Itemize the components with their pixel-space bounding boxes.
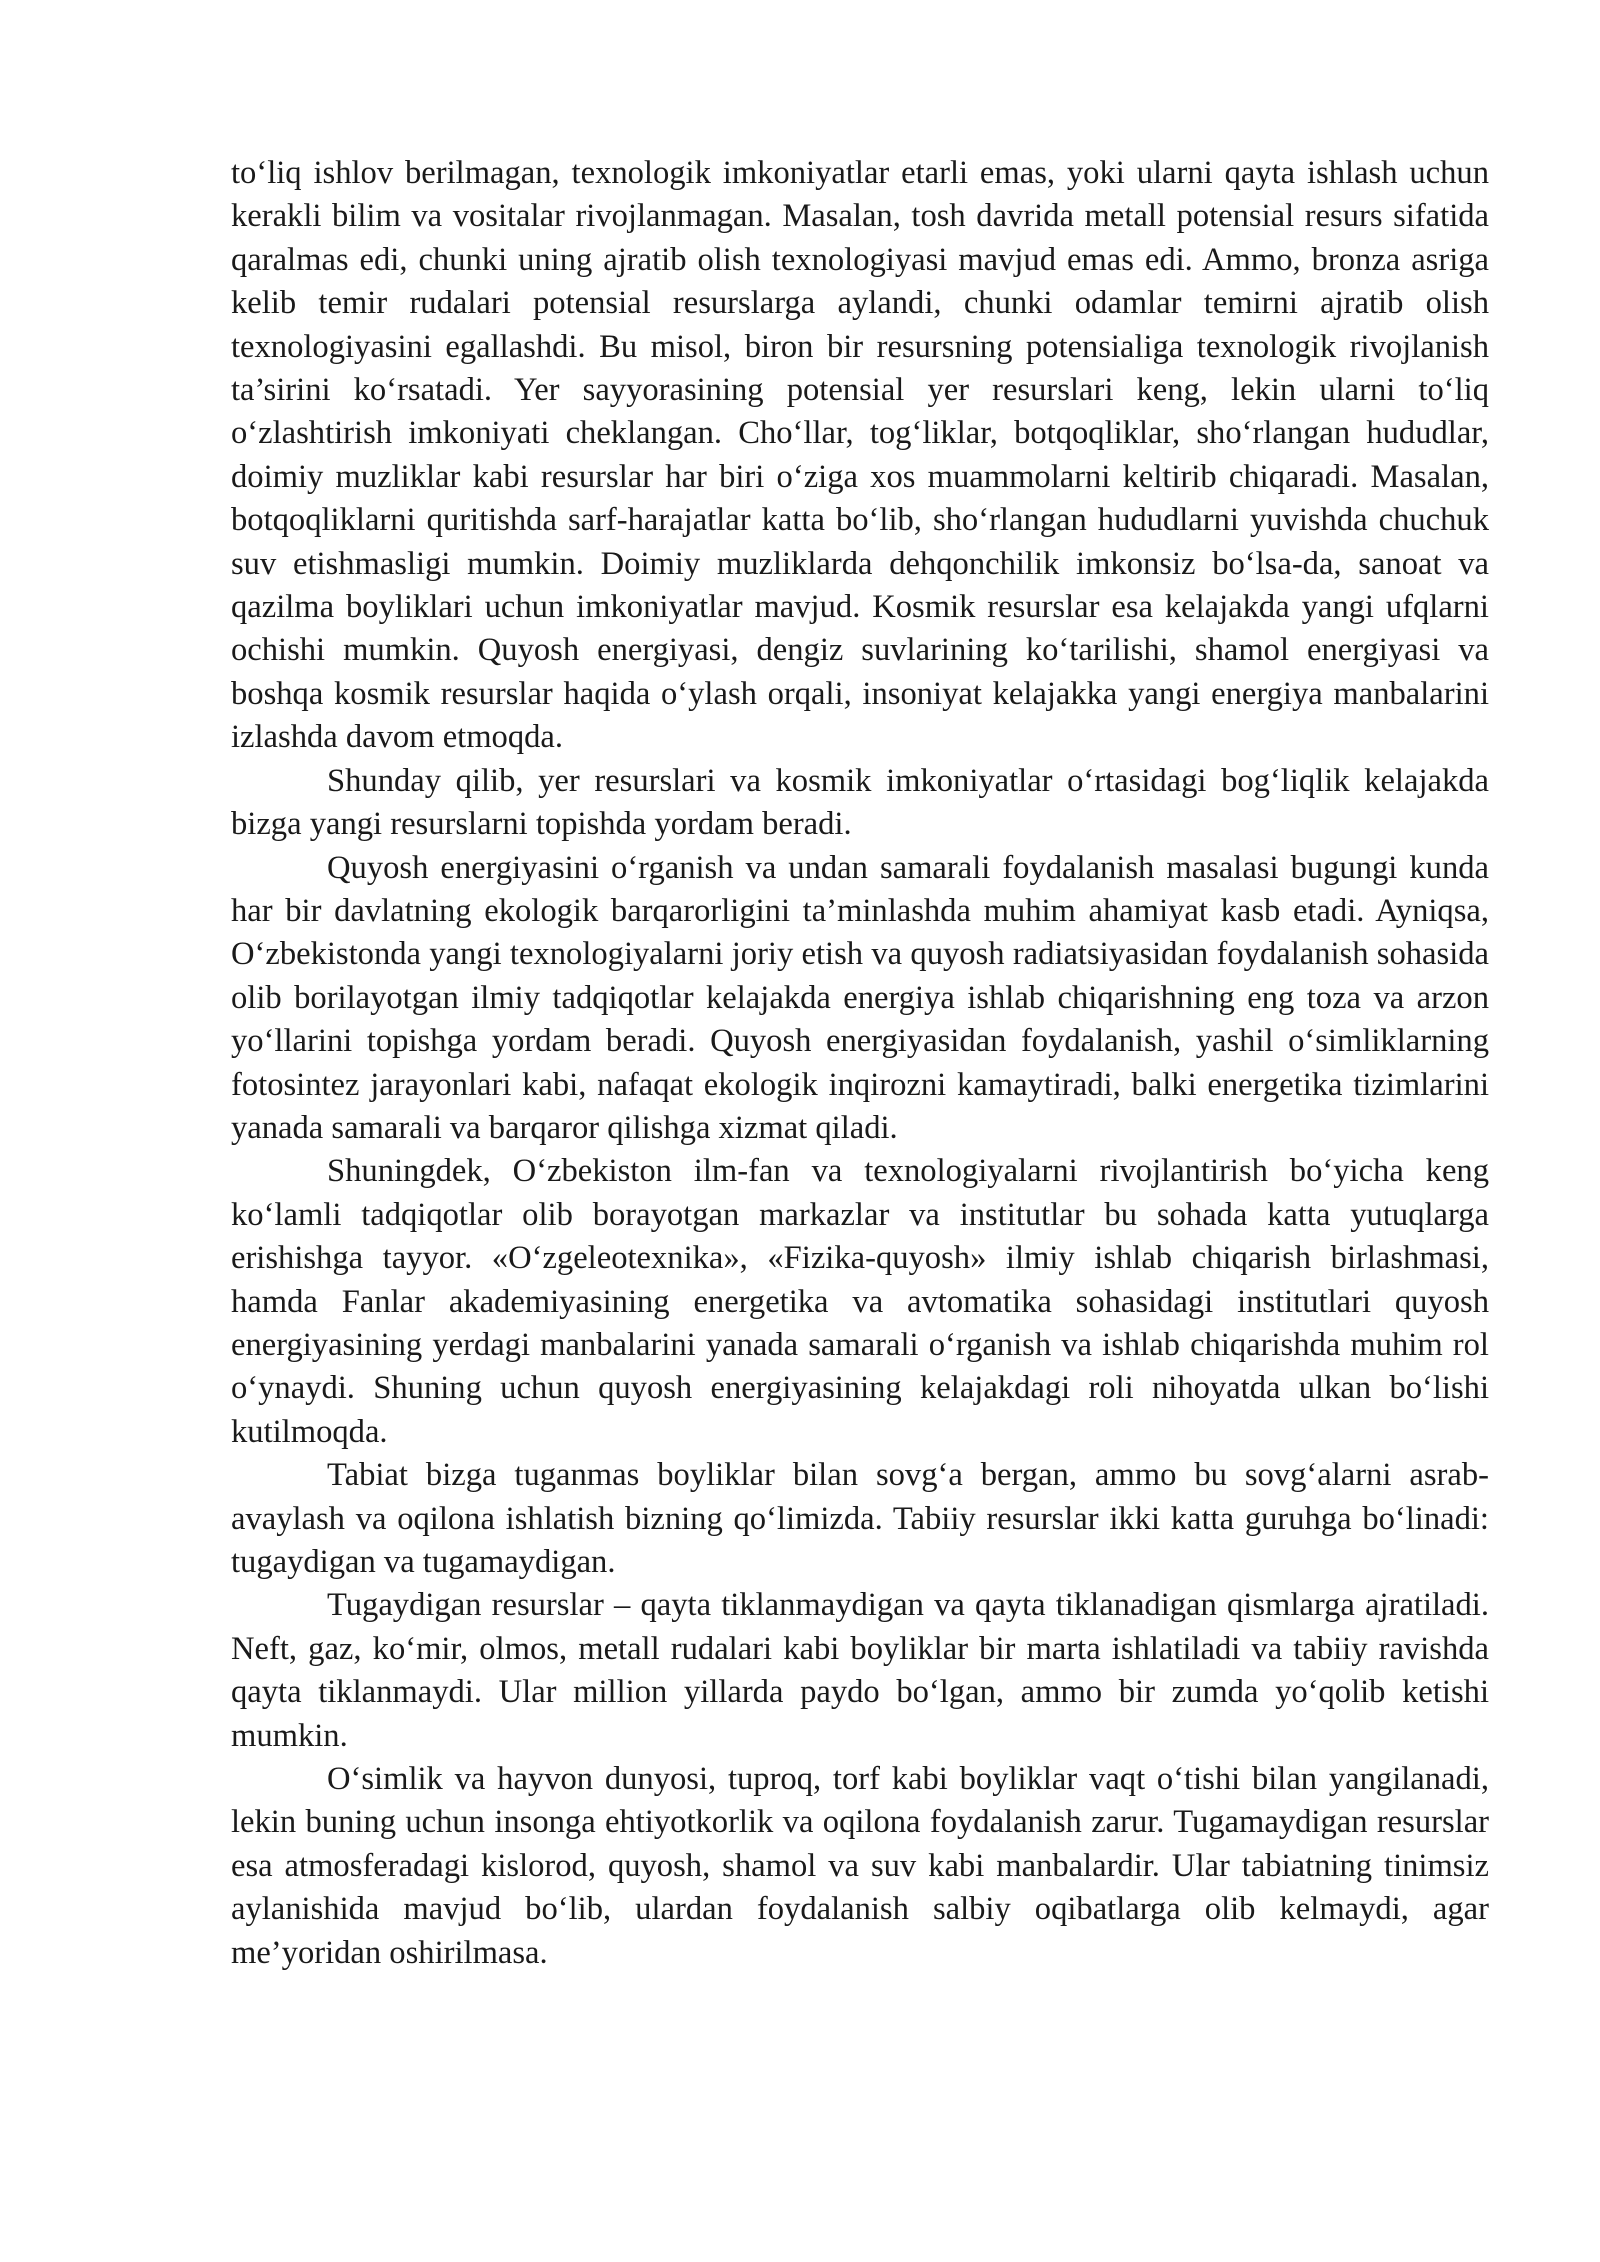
paragraph: Shuningdek, O‘zbekiston ilm-fan va texnologiyalarni rivojlantirish bo‘yicha keng ko‘lamli tadqiqotlar olib borayotgan markazlar va institutlar bu sohada katta yutuqlarga erishishga tayyor. «O‘zgeleotexnika», «Fizika-quyosh» ilmiy ishlab chiqarish birlashmasi, hamda Fanlar akademiyasining energetika va avtomatika sohasidagi institutlari quyosh energiyasining yerdagi manbalarini yanada samarali o‘rganish va ishlab chiqarishda muhim rol o‘ynaydi. Shuning uchun quyosh energiyasining kelajakdagi roli nihoyatda ulkan bo‘lishi kutilmoqda. [231, 1153, 1489, 1450]
paragraph: O‘simlik va hayvon dunyosi, tuproq, torf kabi boyliklar vaqt o‘tishi bilan yangilanadi, lekin buning uchun insonga ehtiyotkorlik va oqilona foydalanish zarur. Tugamaydigan resurslar esa atmosferadagi kislorod, quyosh, shamol va suv kabi manbalardir. Ular tabiatning tinimsiz aylanishida mavjud bo‘lib, ulardan foydalanish salbiy oqibatlarga olib kelmaydi, agar me’yoridan oshirilmasa. [231, 1761, 1489, 1971]
paragraph: Shunday qilib, yer resurslari va kosmik imkoniyatlar o‘rtasidagi bog‘liqlik kelajakda bizga yangi resurslarni topishda yordam beradi. [231, 762, 1489, 843]
paragraph: Tugaydigan resurslar – qayta tiklanmaydigan va qayta tiklanadigan qismlarga ajratiladi. Neft, gaz, ko‘mir, olmos, metall rudalari kabi boyliklar bir marta ishlatiladi va tabiiy ravishda qayta tiklanmaydi. Ular million yillarda paydo bo‘lgan, ammo bir zumda yo‘qolib ketishi mumkin. [231, 1587, 1489, 1754]
paragraph: Tabiat bizga tuganmas boyliklar bilan sovg‘a bergan, ammo bu sovg‘alarni asrab-avaylash va oqilona ishlatish bizning qo‘limizda. Tabiiy resurslar ikki katta guruhga bo‘linadi: tugaydigan va tugamaydigan. [231, 1457, 1489, 1580]
paragraph: Quyosh energiyasini o‘rganish va undan samarali foydalanish masalasi bugungi kunda har bir davlatning ekologik barqarorligini ta’minlashda muhim ahamiyat kasb etadi. Ayniqsa, O‘zbekistonda yangi texnologiyalarni joriy etish va quyosh radiatsiyasidan foydalanish sohasida olib borilayotgan ilmiy tadqiqotlar kelajakda energiya ishlab chiqarishning eng toza va arzon yo‘llarini topishga yordam beradi. Quyosh energiyasidan foydalanish, yashil o‘simliklarning fotosintez jarayonlari kabi, nafaqat ekologik inqirozni kamaytiradi, balki energetika tizimlarini yanada samarali va barqaror qilishga xizmat qiladi. [231, 849, 1489, 1146]
paragraph-continuation: to‘liq ishlov berilmagan, texnologik imkoniyatlar etarli emas, yoki ularni qayta ishlash uchun kerakli bilim va vositalar rivojlanmagan. Masalan, tosh davrida metall potensial resurs sifatida qaralmas edi, chunki uning ajratib olish texnologiyasi mavjud emas edi. Ammo, bronza asriga kelib temir rudalari potensial resurslarga aylandi, chunki odamlar temirni ajratib olish texnologiyasini egallashdi. Bu misol, biron bir resursning potensialiga texnologik rivojlanish ta’sirini ko‘rsatadi. Yer sayyorasining potensial yer resurslari keng, lekin ularni to‘liq o‘zlashtirish imkoniyati cheklangan. Cho‘llar, tog‘liklar, botqoqliklar, sho‘rlangan hududlar, doimiy muzliklar kabi resurslar har biri o‘ziga xos muammolarni keltirib chiqaradi. Masalan, botqoqliklarni quritishda sarf-harajatlar katta bo‘lib, sho‘rlangan hududlarni yuvishda chuchuk suv etishmasligi mumkin. Doimiy muzliklarda dehqonchilik imkonsiz bo‘lsa-da, sanoat va qazilma boyliklari uchun imkoniyatlar mavjud. Kosmik resurslar esa kelajakda yangi ufqlarni ochishi mumkin. Quyosh energiyasi, dengiz suvlarining ko‘tarilishi, shamol energiyasi va boshqa kosmik resurslar haqida o‘ylash orqali, insoniyat kelajakka yangi energiya manbalarini izlashda davom etmoqda. [231, 155, 1489, 756]
body-text [231, 152, 1489, 1975]
